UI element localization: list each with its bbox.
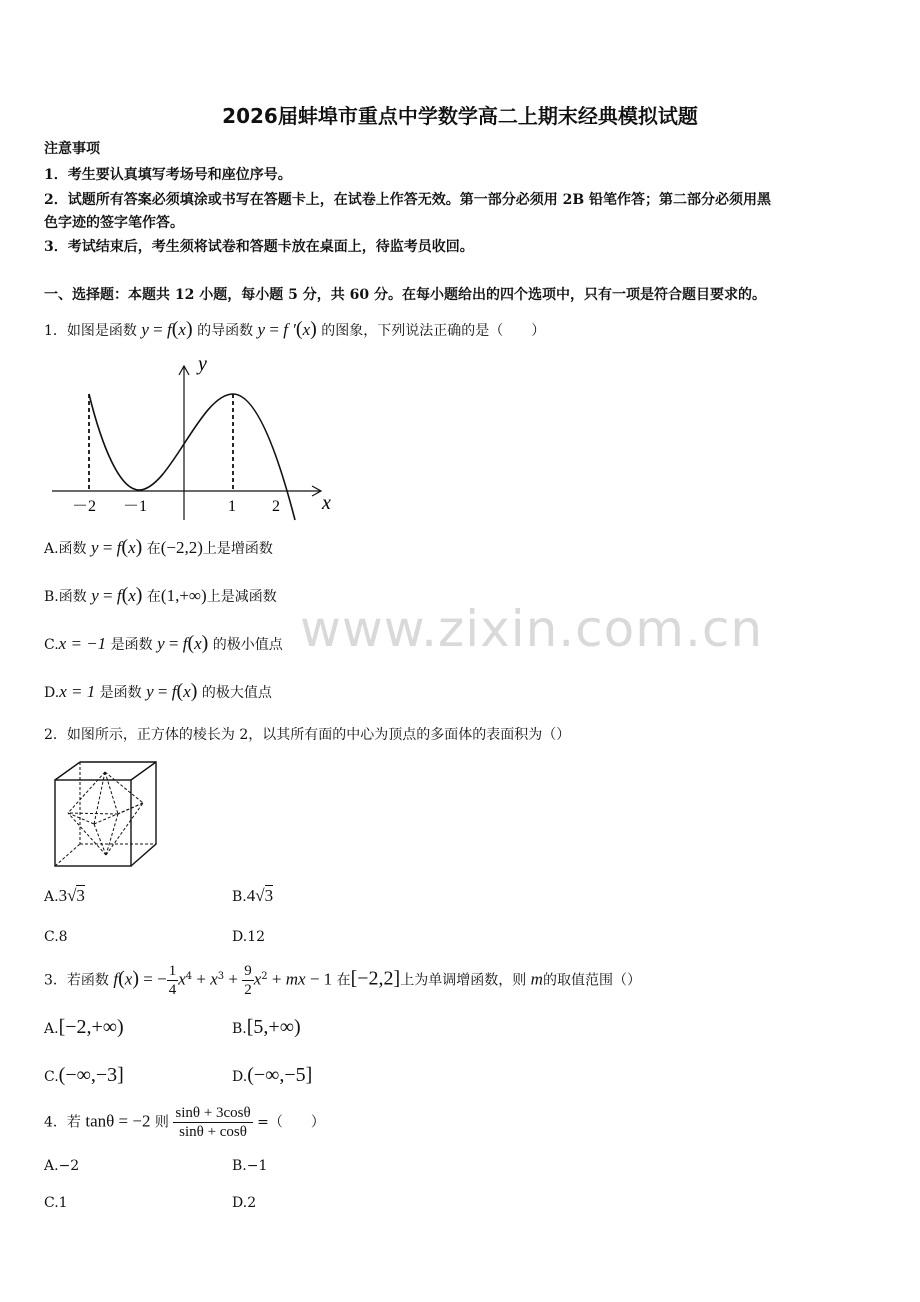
- note-item-2-cont: 色字迹的签字笔作答。: [44, 215, 184, 231]
- section-heading: 一、选择题：本题共 12 小题，每小题 5 分，共 60 分。在每小题给出的四个选项中，只有一项是符合题目要求的。: [44, 287, 766, 303]
- cube-front-face: [55, 780, 131, 866]
- q2-option-c[interactable]: C.8: [44, 929, 68, 945]
- q3-option-a[interactable]: A.[−2,+∞): [44, 1016, 124, 1038]
- octahedron: [68, 772, 143, 855]
- q1-option-d[interactable]: D.x = 1 是函数 y = f(x) 的极大值点: [44, 680, 272, 702]
- tick-label-neg1: －1: [123, 498, 148, 515]
- q4-option-d[interactable]: D.2: [232, 1195, 257, 1211]
- note-item-3: 3．考试结束后，考生须将试卷和答题卡放在桌面上，待监考员收回。: [44, 239, 474, 255]
- q4-option-c[interactable]: C.1: [44, 1195, 68, 1211]
- note-item-1: 1．考生要认真填写考场号和座位序号。: [44, 167, 292, 183]
- tick-label-neg2: －2: [72, 498, 97, 515]
- q3-option-b[interactable]: B.[5,+∞): [232, 1016, 301, 1038]
- q2-option-b[interactable]: B.4√3: [232, 886, 274, 905]
- q2-option-d[interactable]: D.12: [232, 929, 266, 945]
- q1-option-a[interactable]: A.函数 y = f(x) 在(−2,2)上是增函数: [44, 536, 273, 558]
- tick-label-2: 2: [272, 498, 280, 515]
- page-title: 2026届蚌埠市重点中学数学高二上期末经典模拟试题: [222, 104, 698, 128]
- cube-hidden-edge: [55, 844, 80, 866]
- question-1-stem: 1．如图是函数 y = f(x) 的导函数 y = f ′(x) 的图象，下列说法正确的是（ ）: [44, 318, 546, 340]
- tick-label-1: 1: [228, 498, 236, 515]
- cube-edge: [55, 762, 80, 780]
- x-axis-label: x: [322, 492, 331, 514]
- question-4-stem: 4．若 tanθ = −2 则 $\frac{\sin\theta + 3\cos\theta}{\sin\theta + \cos\theta}$ =（ ）: [44, 1105, 325, 1140]
- q4-option-b[interactable]: B.−1: [232, 1158, 268, 1174]
- derivative-curve: [89, 394, 295, 520]
- note-item-2: 2．试题所有答案必须填涂或书写在答题卡上，在试卷上作答无效。第一部分必须用 2B 铅笔作答；第二部分必须用黑: [44, 192, 772, 208]
- cube-octahedron-figure: [50, 758, 162, 872]
- q1-option-b[interactable]: B.函数 y = f(x) 在(1,+∞)上是减函数: [44, 584, 277, 606]
- q3-option-c[interactable]: C.(−∞,−3]: [44, 1064, 124, 1086]
- notes-heading: 注意事项: [44, 141, 100, 157]
- cube-edge: [131, 762, 156, 780]
- derivative-graph: [50, 352, 340, 527]
- q4-option-a[interactable]: A.−2: [44, 1158, 80, 1174]
- y-axis-label: y: [198, 353, 207, 375]
- question-2-stem: 2．如图所示，正方体的棱长为 2，以其所有面的中心为顶点的多面体的表面积为（）: [44, 727, 571, 743]
- q1-option-c[interactable]: C.x = −1 是函数 y = f(x) 的极小值点: [44, 632, 283, 654]
- q3-option-d[interactable]: D.(−∞,−5]: [232, 1064, 313, 1086]
- watermark: www.zixin.com.cn: [300, 600, 764, 658]
- q2-option-a[interactable]: A.3√3: [44, 886, 85, 905]
- question-3-stem: 3．若函数 f(x) = − $\frac{1}{4}$ $x^4 + x^3$ + $\frac{9}{2}$ $x^2$ + mx − 1 在[−2,2]上为单调增函数，则 m的取值范围（）: [44, 963, 641, 998]
